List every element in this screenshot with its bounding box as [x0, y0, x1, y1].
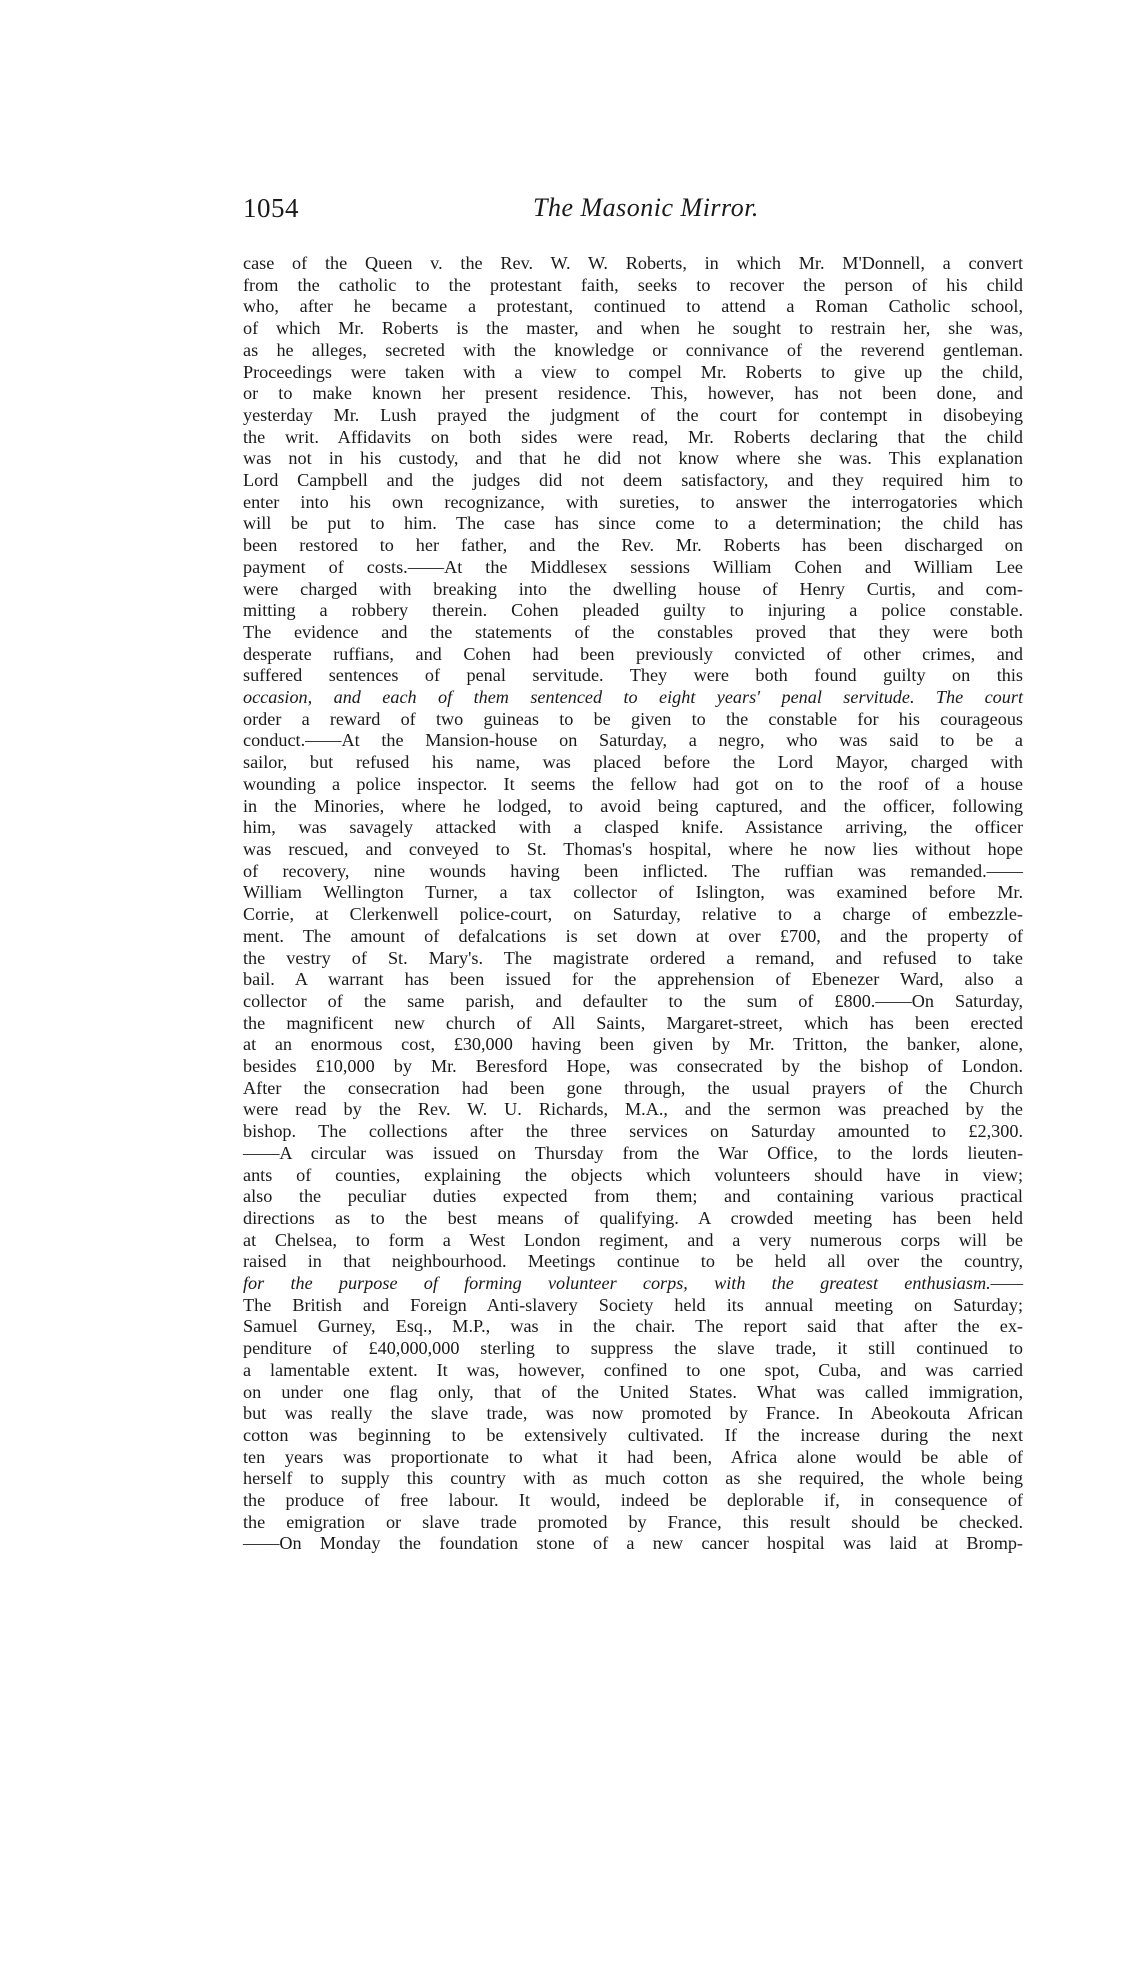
text-line: of which Mr. Roberts is the master, and when he sought to restrain her, she was,: [243, 318, 1023, 339]
text-line: was rescued, and conveyed to St. Thomas's hospital, where he now lies without hope: [243, 838, 1023, 859]
text-line: Corrie, at Clerkenwell police-court, on Saturday, relative to a charge of embezzle-: [243, 904, 1023, 925]
text-line: penditure of £40,000,000 sterling to suppress the slave trade, it still continued to: [243, 1338, 1023, 1359]
text-line: him, was savagely attacked with a clasped knife. Assistance arriving, the officer: [243, 817, 1023, 838]
text-line: ten years was proportionate to what it had been, Africa alone would be able of: [243, 1446, 1023, 1467]
text-line: will be put to him. The case has since come to a determination; the child has: [243, 513, 1023, 534]
text-line: the writ. Affidavits on both sides were read, Mr. Roberts declaring that the child: [243, 426, 1023, 447]
text-line: William Wellington Turner, a tax collector of Islington, was examined before Mr.: [243, 882, 1023, 903]
running-title: The Masonic Mirror.: [533, 193, 759, 222]
text-line: desperate ruffians, and Cohen had been previously convicted of other crimes, and: [243, 643, 1023, 664]
text-line: but was really the slave trade, was now promoted by France. In Abeokouta African: [243, 1403, 1023, 1424]
text-line: enter into his own recognizance, with sureties, to answer the interrogatories which: [243, 491, 1023, 512]
text-line: bishop. The collections after the three services on Saturday amounted to £2,300.: [243, 1121, 1023, 1142]
text-line: Lord Campbell and the judges did not deem satisfactory, and they required him to: [243, 470, 1023, 491]
text-line: at an enormous cost, £30,000 having been given by Mr. Tritton, the banker, alone,: [243, 1034, 1023, 1055]
text-line: The evidence and the statements of the constables proved that they were both: [243, 621, 1023, 642]
text-line: raised in that neighbourhood. Meetings continue to be held all over the country,: [243, 1251, 1023, 1272]
text-line: mitting a robbery therein. Cohen pleaded guilty to injuring a police constable.: [243, 600, 1023, 621]
text-line: was not in his custody, and that he did not know where she was. This explanation: [243, 448, 1023, 469]
text-line: were charged with breaking into the dwelling house of Henry Curtis, and com-: [243, 578, 1023, 599]
text-line: or to make known her present residence. This, however, has not been done, and: [243, 383, 1023, 404]
text-line: the produce of free labour. It would, indeed be deplorable if, in consequence of: [243, 1490, 1023, 1511]
text-line: cotton was beginning to be extensively cultivated. If the increase during the next: [243, 1424, 1023, 1445]
text-line: occasion, and each of them sentenced to eight years' penal servitude. The court: [243, 687, 1023, 708]
page-number: 1054: [243, 193, 299, 223]
text-line: suffered sentences of penal servitude. They were both found guilty on this: [243, 665, 1023, 686]
text-line: been restored to her father, and the Rev. Mr. Roberts has been discharged on: [243, 535, 1023, 556]
text-line: After the consecration had been gone through, the usual prayers of the Church: [243, 1077, 1023, 1098]
text-line: sailor, but refused his name, was placed before the Lord Mayor, charged with: [243, 752, 1023, 773]
text-line: herself to supply this country with as much cotton as she required, the whole being: [243, 1468, 1023, 1489]
article-body: [243, 253, 1023, 1555]
text-line: The British and Foreign Anti-slavery Society held its annual meeting on Saturday;: [243, 1294, 1023, 1315]
text-line: Samuel Gurney, Esq., M.P., was in the chair. The report said that after the ex-: [243, 1316, 1023, 1337]
text-line: bail. A warrant has been issued for the apprehension of Ebenezer Ward, also a: [243, 969, 1023, 990]
text-line: case of the Queen v. the Rev. W. W. Roberts, in which Mr. M'Donnell, a convert: [243, 253, 1023, 273]
text-line: conduct.——At the Mansion-house on Saturday, a negro, who was said to be a: [243, 730, 1023, 751]
text-line: collector of the same parish, and defaulter to the sum of £800.——On Saturday,: [243, 990, 1023, 1011]
text-line: on under one flag only, that of the United States. What was called immigration,: [243, 1381, 1023, 1402]
text-line: order a reward of two guineas to be given to the constable for his courageous: [243, 708, 1023, 729]
text-line: the emigration or slave trade promoted by France, this result should be checked.: [243, 1511, 1023, 1532]
text-line: the vestry of St. Mary's. The magistrate ordered a remand, and refused to take: [243, 947, 1023, 968]
text-line: payment of costs.——At the Middlesex sessions William Cohen and William Lee: [243, 556, 1023, 577]
text-line: in the Minories, where he lodged, to avoid being captured, and the officer, following: [243, 795, 1023, 816]
text-line: wounding a police inspector. It seems the fellow had got on to the roof of a house: [243, 773, 1023, 794]
text-line: ants of counties, explaining the objects which volunteers should have in view;: [243, 1164, 1023, 1185]
text-line: a lamentable extent. It was, however, confined to one spot, Cuba, and was carried: [243, 1359, 1023, 1380]
page-header: [243, 193, 1023, 233]
text-line: at Chelsea, to form a West London regiment, and a very numerous corps will be: [243, 1229, 1023, 1250]
text-line: who, after he became a protestant, continued to attend a Roman Catholic school,: [243, 296, 1023, 317]
text-line: as he alleges, secreted with the knowledge or connivance of the reverend gentleman.: [243, 339, 1023, 360]
text-line: Proceedings were taken with a view to compel Mr. Roberts to give up the child,: [243, 361, 1023, 382]
text-line: yesterday Mr. Lush prayed the judgment of the court for contempt in disobeying: [243, 404, 1023, 425]
text-line: the magnificent new church of All Saints, Margaret-street, which has been erected: [243, 1012, 1023, 1033]
text-line: of recovery, nine wounds having been inflicted. The ruffian was remanded.——: [243, 860, 1023, 881]
text-line: directions as to the best means of qualifying. A crowded meeting has been held: [243, 1207, 1023, 1228]
text-line: were read by the Rev. W. U. Richards, M.A., and the sermon was preached by the: [243, 1099, 1023, 1120]
text-line: ——A circular was issued on Thursday from the War Office, to the lords lieuten-: [243, 1142, 1023, 1163]
text-line: from the catholic to the protestant faith, seeks to recover the person of his child: [243, 274, 1023, 295]
text-line: also the peculiar duties expected from them; and containing various practical: [243, 1186, 1023, 1207]
text-line: ment. The amount of defalcations is set down at over £700, and the property of: [243, 925, 1023, 946]
text-line: for the purpose of forming volunteer corps, with the greatest enthusiasm.——: [243, 1273, 1023, 1294]
text-line: ——On Monday the foundation stone of a new cancer hospital was laid at Bromp-: [243, 1533, 1023, 1554]
text-line: besides £10,000 by Mr. Beresford Hope, was consecrated by the bishop of London.: [243, 1056, 1023, 1077]
